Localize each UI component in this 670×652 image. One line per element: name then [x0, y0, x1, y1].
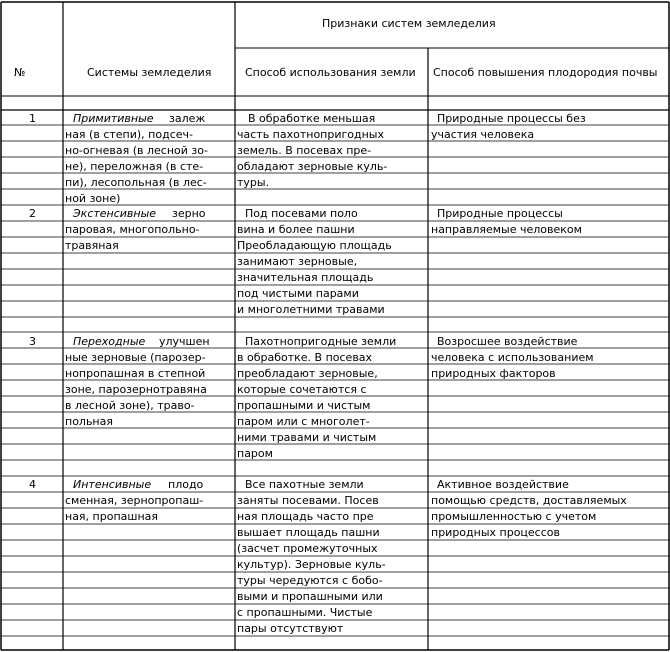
row-4-system-line: плодо [168, 478, 204, 491]
row-3-usage-line: паром или с многолет- [237, 415, 370, 428]
row-1-system-line: ной зоне) [65, 192, 121, 205]
row-2-fertility-line: Природные процессы [437, 207, 563, 220]
header-fertility: Способ повышения плодородия почвы [433, 66, 658, 79]
row-2-usage-line: вина и более пашни [237, 223, 355, 236]
row-3-system-name: Переходные [73, 335, 146, 348]
row-4-usage-line: с пропашными. Чистые [237, 606, 373, 619]
row-3-usage-line: ними травами и чистым [237, 431, 377, 444]
row-4-usage-line: вышает площадь пашни [237, 526, 380, 539]
row-4-usage-line: Все пахотные земли [245, 478, 364, 491]
row-2-system-line: паровая, многопольно- [65, 223, 200, 236]
row-4-usage-line: ная площадь часто пре [237, 510, 374, 523]
row-4-usage-line: туры чередуются с бобо- [237, 574, 383, 587]
row-3-system-line: улучшен [159, 335, 210, 348]
row-4-number: 4 [29, 478, 36, 491]
row-4-system-line: ная, пропашная [65, 510, 158, 523]
row-2-system-line: травяная [65, 239, 119, 252]
row-2-usage-line: Под посевами поло [245, 207, 358, 220]
row-3-usage-line: Пахотнопригодные земли [245, 335, 397, 348]
header-group-title: Признаки систем земледелия [322, 17, 496, 30]
row-1-system-line: пи), лесопольная (в лес- [65, 176, 207, 189]
row-3-number: 3 [29, 335, 36, 348]
row-1-system-line: но-огневая (в лесной зо- [65, 144, 208, 157]
row-3-usage-line: преобладают зерновые, [237, 367, 378, 380]
row-2-usage-line: занимают зерновые, [237, 255, 358, 268]
row-3-system-line: польная [65, 415, 113, 428]
row-1-fertility-line: участия человека [431, 128, 535, 141]
row-3-usage-line: паром [237, 447, 273, 460]
row-1-system-line: не), переложная (в сте- [65, 160, 204, 173]
row-3-fertility-line: человека с использованием [431, 351, 594, 364]
row-4-fertility-line: природных процессов [431, 526, 560, 539]
header-number: № [14, 66, 26, 79]
row-3-fertility-line: природных факторов [431, 367, 556, 380]
row-4-usage-line: культур). Зерновые куль- [237, 558, 386, 571]
row-2-usage-line: Преобладающую площадь [237, 239, 392, 252]
row-1-usage-line: обладают зерновые куль- [237, 160, 388, 173]
row-3-usage-line: в обработке. В посевах [237, 351, 373, 364]
row-4-usage-line: заняты посевами. Посев [237, 494, 379, 507]
row-2-system-line: зерно [172, 207, 206, 220]
row-3-system-line: нопропашная в степной [65, 367, 206, 380]
row-1-system-line: ная (в степи), подсеч- [65, 128, 193, 141]
row-2-fertility-line: направляемые человеком [431, 223, 582, 236]
row-1-fertility-line: Природные процессы без [437, 112, 586, 125]
row-4-system-line: сменная, зернопропаш- [65, 494, 204, 507]
row-1-system-name: Примитивные [73, 112, 154, 125]
row-4-usage-line: пары отсутствуют [237, 622, 344, 635]
header-systems: Системы земледелия [87, 66, 212, 79]
row-2-system-name: Экстенсивные [73, 207, 157, 220]
row-4-usage-line: (засчет промежуточных [237, 542, 378, 555]
row-1-usage-line: часть пахотнопригодных [237, 128, 385, 141]
row-4-usage-line: выми и пропашными или [237, 590, 383, 603]
row-4-system-name: Интенсивные [73, 478, 152, 491]
row-3-system-line: в лесной зоне), траво- [65, 399, 195, 412]
row-1-usage-line: земель. В посевах пре- [237, 144, 372, 157]
row-1-system-line: залеж [169, 112, 206, 125]
row-2-usage-line: под чистыми парами [237, 287, 359, 300]
row-1-usage-line: туры. [237, 176, 270, 189]
row-3-system-line: ные зерновые (парозер- [65, 351, 206, 364]
row-2-usage-line: и многолетними травами [237, 303, 385, 316]
header-usage: Способ использования земли [245, 66, 416, 79]
row-3-usage-line: которые сочетаются с [237, 383, 367, 396]
row-2-number: 2 [29, 207, 36, 220]
row-2-usage-line: значительная площадь [237, 271, 374, 284]
row-3-fertility-line: Возросшее воздействие [437, 335, 578, 348]
row-3-system-line: зоне, парозернотравяна [65, 383, 207, 396]
row-4-fertility-line: помощью средств, доставляемых [431, 494, 627, 507]
row-4-fertility-line: промышленностью с учетом [431, 510, 597, 523]
row-3-usage-line: пропашными и чистым [237, 399, 371, 412]
row-1-usage-line: В обработке меньшая [248, 112, 376, 125]
row-1-number: 1 [29, 112, 36, 125]
row-4-fertility-line: Активное воздействие [437, 478, 569, 491]
